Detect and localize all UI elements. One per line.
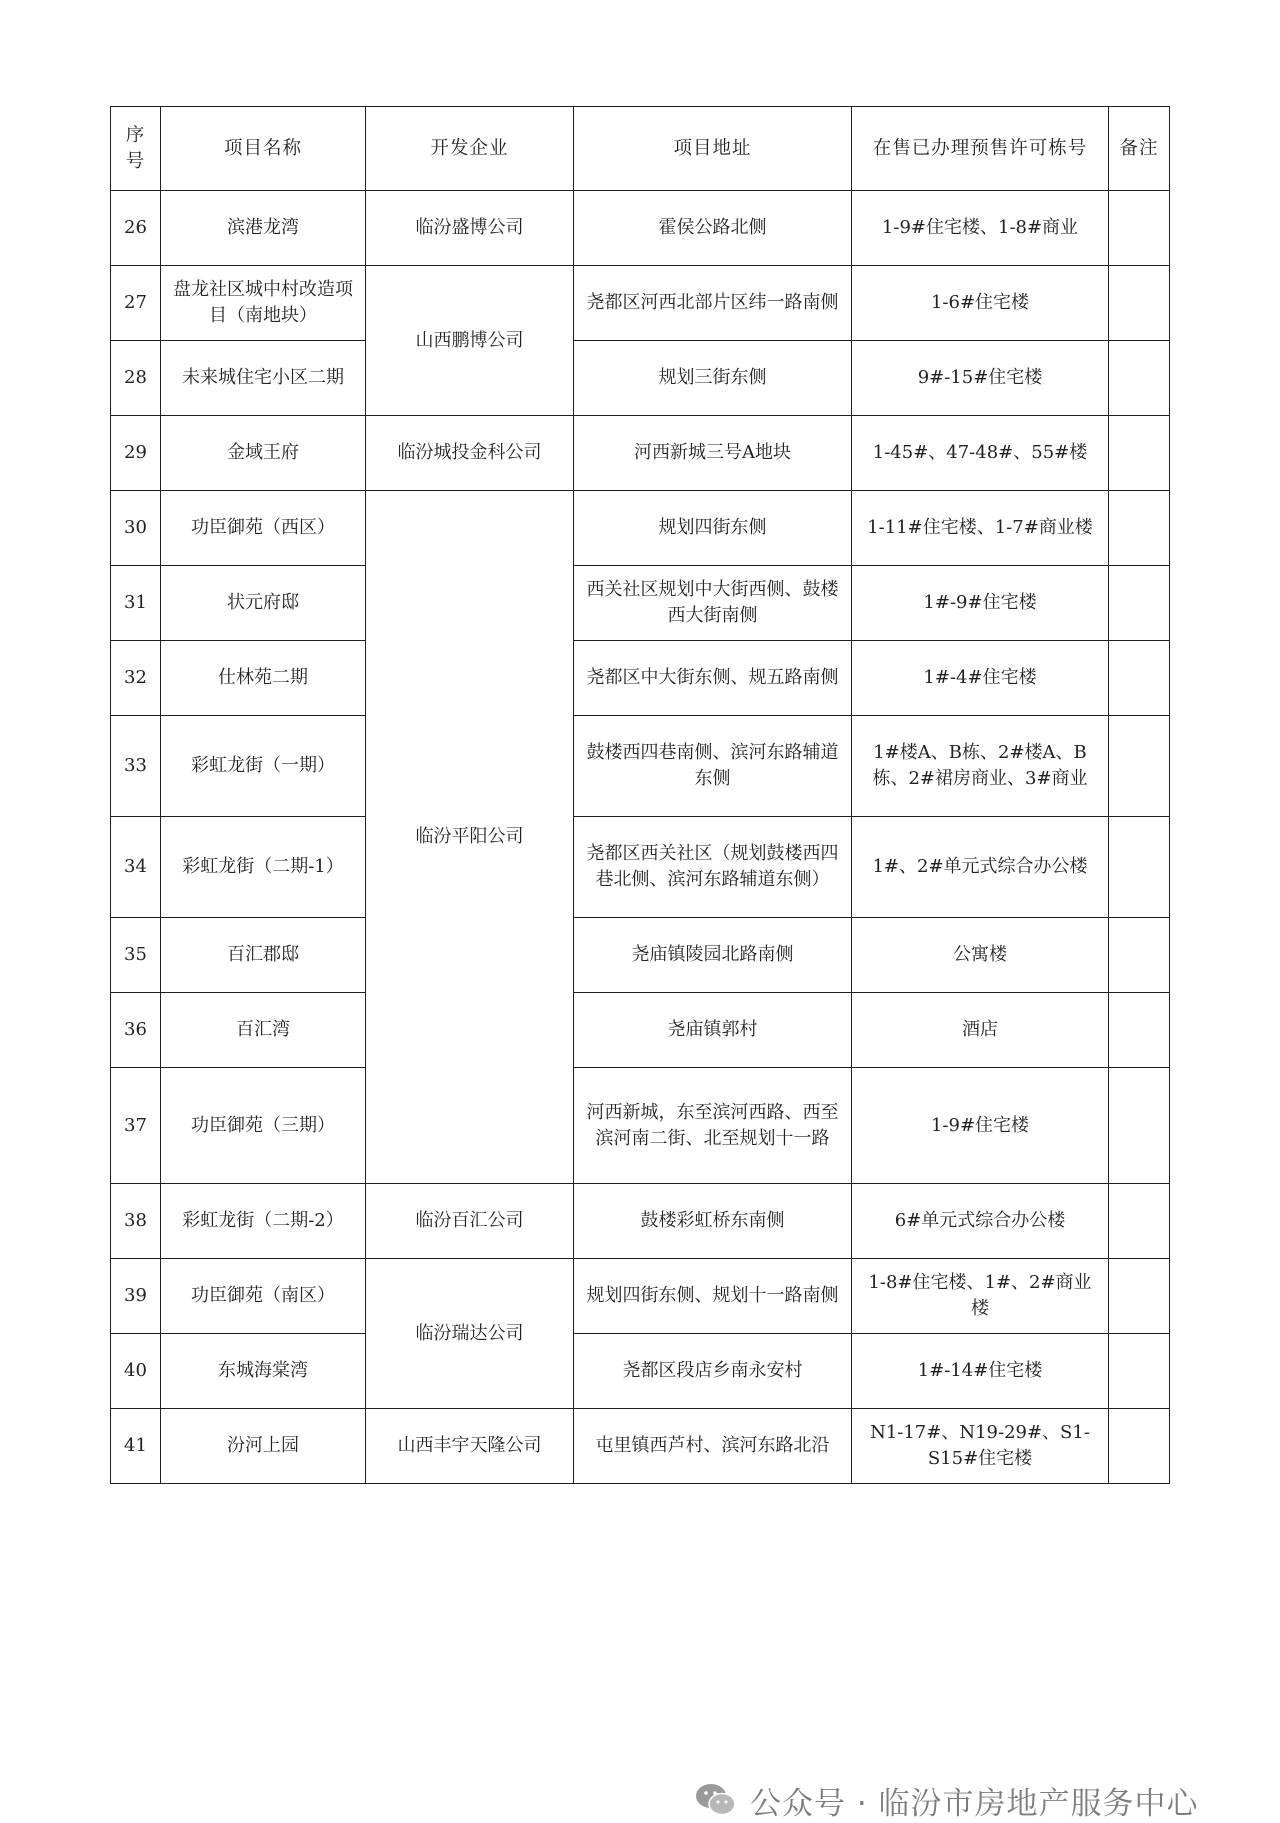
row-permit: 1#、2#单元式综合办公楼	[852, 817, 1109, 918]
row-no: 36	[111, 993, 161, 1068]
row-address: 规划三街东侧	[574, 341, 852, 416]
table-row	[111, 1068, 1170, 1184]
row-developer: 临汾盛博公司	[366, 191, 574, 266]
header-project-name: 项目名称	[161, 107, 366, 191]
row-permit: 1-6#住宅楼	[852, 266, 1109, 341]
table-row	[111, 191, 1170, 266]
row-address: 规划四街东侧、规划十一路南侧	[574, 1259, 852, 1334]
row-permit: 1-9#住宅楼	[852, 1068, 1109, 1184]
row-project-name: 功臣御苑（三期）	[161, 1068, 366, 1184]
header-permit: 在售已办理预售许可栋号	[852, 107, 1109, 191]
row-project-name: 金域王府	[161, 416, 366, 491]
presale-permit-table	[110, 106, 1170, 1484]
table-row	[111, 266, 1170, 341]
row-note	[1109, 817, 1170, 918]
table-row	[111, 1184, 1170, 1259]
row-project-name: 未来城住宅小区二期	[161, 341, 366, 416]
row-permit: 1-11#住宅楼、1-7#商业楼	[852, 491, 1109, 566]
row-permit: 公寓楼	[852, 918, 1109, 993]
row-project-name: 东城海棠湾	[161, 1334, 366, 1409]
table-row	[111, 416, 1170, 491]
header-developer: 开发企业	[366, 107, 574, 191]
row-address: 鼓楼彩虹桥东南侧	[574, 1184, 852, 1259]
row-note	[1109, 918, 1170, 993]
row-no: 32	[111, 641, 161, 716]
wechat-icon	[694, 1782, 738, 1818]
row-address: 尧都区河西北部片区纬一路南侧	[574, 266, 852, 341]
row-project-name: 仕林苑二期	[161, 641, 366, 716]
row-note	[1109, 566, 1170, 641]
row-developer: 山西丰宇天隆公司	[366, 1409, 574, 1484]
row-permit: 1#-4#住宅楼	[852, 641, 1109, 716]
row-no: 26	[111, 191, 161, 266]
row-project-name: 彩虹龙街（一期）	[161, 716, 366, 817]
row-permit: 1-9#住宅楼、1-8#商业	[852, 191, 1109, 266]
row-no: 35	[111, 918, 161, 993]
row-no: 40	[111, 1334, 161, 1409]
table-row	[111, 1334, 1170, 1409]
row-permit: 酒店	[852, 993, 1109, 1068]
row-permit: N1-17#、N19-29#、S1-S15#住宅楼	[852, 1409, 1109, 1484]
table-row	[111, 993, 1170, 1068]
row-address: 屯里镇西芦村、滨河东路北沿	[574, 1409, 852, 1484]
row-address: 西关社区规划中大街西侧、鼓楼西大街南侧	[574, 566, 852, 641]
header-note: 备注	[1109, 107, 1170, 191]
row-no: 31	[111, 566, 161, 641]
row-no: 28	[111, 341, 161, 416]
row-developer: 临汾平阳公司	[366, 491, 574, 1184]
row-developer: 临汾百汇公司	[366, 1184, 574, 1259]
row-note	[1109, 1068, 1170, 1184]
table-row	[111, 641, 1170, 716]
row-note	[1109, 1409, 1170, 1484]
row-note	[1109, 1184, 1170, 1259]
row-note	[1109, 641, 1170, 716]
row-address: 尧都区段店乡南永安村	[574, 1334, 852, 1409]
row-project-name: 状元府邸	[161, 566, 366, 641]
row-project-name: 盘龙社区城中村改造项目（南地块）	[161, 266, 366, 341]
table-row	[111, 1259, 1170, 1334]
row-no: 39	[111, 1259, 161, 1334]
row-project-name: 彩虹龙街（二期-1）	[161, 817, 366, 918]
row-no: 41	[111, 1409, 161, 1484]
row-address: 尧庙镇郭村	[574, 993, 852, 1068]
row-note	[1109, 993, 1170, 1068]
table-row	[111, 1409, 1170, 1484]
row-permit: 1#-14#住宅楼	[852, 1334, 1109, 1409]
row-project-name: 汾河上园	[161, 1409, 366, 1484]
row-no: 27	[111, 266, 161, 341]
row-note	[1109, 191, 1170, 266]
row-address: 规划四街东侧	[574, 491, 852, 566]
row-developer: 临汾瑞达公司	[366, 1259, 574, 1409]
row-address: 尧都区中大街东侧、规五路南侧	[574, 641, 852, 716]
row-address: 霍侯公路北侧	[574, 191, 852, 266]
row-developer: 山西鹏博公司	[366, 266, 574, 416]
row-note	[1109, 491, 1170, 566]
row-note	[1109, 1334, 1170, 1409]
row-address: 河西新城三号A地块	[574, 416, 852, 491]
row-project-name: 滨港龙湾	[161, 191, 366, 266]
row-note	[1109, 416, 1170, 491]
row-project-name: 百汇湾	[161, 993, 366, 1068]
row-address: 河西新城，东至滨河西路、西至滨河南二街、北至规划十一路	[574, 1068, 852, 1184]
row-note	[1109, 266, 1170, 341]
row-permit: 1-8#住宅楼、1#、2#商业楼	[852, 1259, 1109, 1334]
table-row	[111, 817, 1170, 918]
row-note	[1109, 341, 1170, 416]
row-developer: 临汾城投金科公司	[366, 416, 574, 491]
row-no: 33	[111, 716, 161, 817]
row-no: 29	[111, 416, 161, 491]
row-permit: 6#单元式综合办公楼	[852, 1184, 1109, 1259]
table-row	[111, 491, 1170, 566]
row-permit: 1-45#、47-48#、55#楼	[852, 416, 1109, 491]
row-address: 尧都区西关社区（规划鼓楼西四巷北侧、滨河东路辅道东侧）	[574, 817, 852, 918]
watermark-text: 公众号 · 临汾市房地产服务中心	[750, 1785, 1199, 1822]
table-row	[111, 918, 1170, 993]
row-address: 尧庙镇陵园北路南侧	[574, 918, 852, 993]
row-permit: 9#-15#住宅楼	[852, 341, 1109, 416]
row-project-name: 功臣御苑（西区）	[161, 491, 366, 566]
row-no: 38	[111, 1184, 161, 1259]
row-address: 鼓楼西四巷南侧、滨河东路辅道东侧	[574, 716, 852, 817]
row-permit: 1#楼A、B栋、2#楼A、B栋、2#裙房商业、3#商业	[852, 716, 1109, 817]
row-no: 37	[111, 1068, 161, 1184]
row-note	[1109, 716, 1170, 817]
header-address: 项目地址	[574, 107, 852, 191]
wechat-watermark	[694, 1778, 1254, 1822]
row-project-name: 功臣御苑（南区）	[161, 1259, 366, 1334]
header-row	[111, 107, 1170, 191]
row-project-name: 百汇郡邸	[161, 918, 366, 993]
table-row	[111, 341, 1170, 416]
table-row	[111, 566, 1170, 641]
row-no: 30	[111, 491, 161, 566]
table-row	[111, 716, 1170, 817]
row-no: 34	[111, 817, 161, 918]
row-permit: 1#-9#住宅楼	[852, 566, 1109, 641]
header-no: 序号	[111, 107, 161, 191]
row-note	[1109, 1259, 1170, 1334]
row-project-name: 彩虹龙街（二期-2）	[161, 1184, 366, 1259]
